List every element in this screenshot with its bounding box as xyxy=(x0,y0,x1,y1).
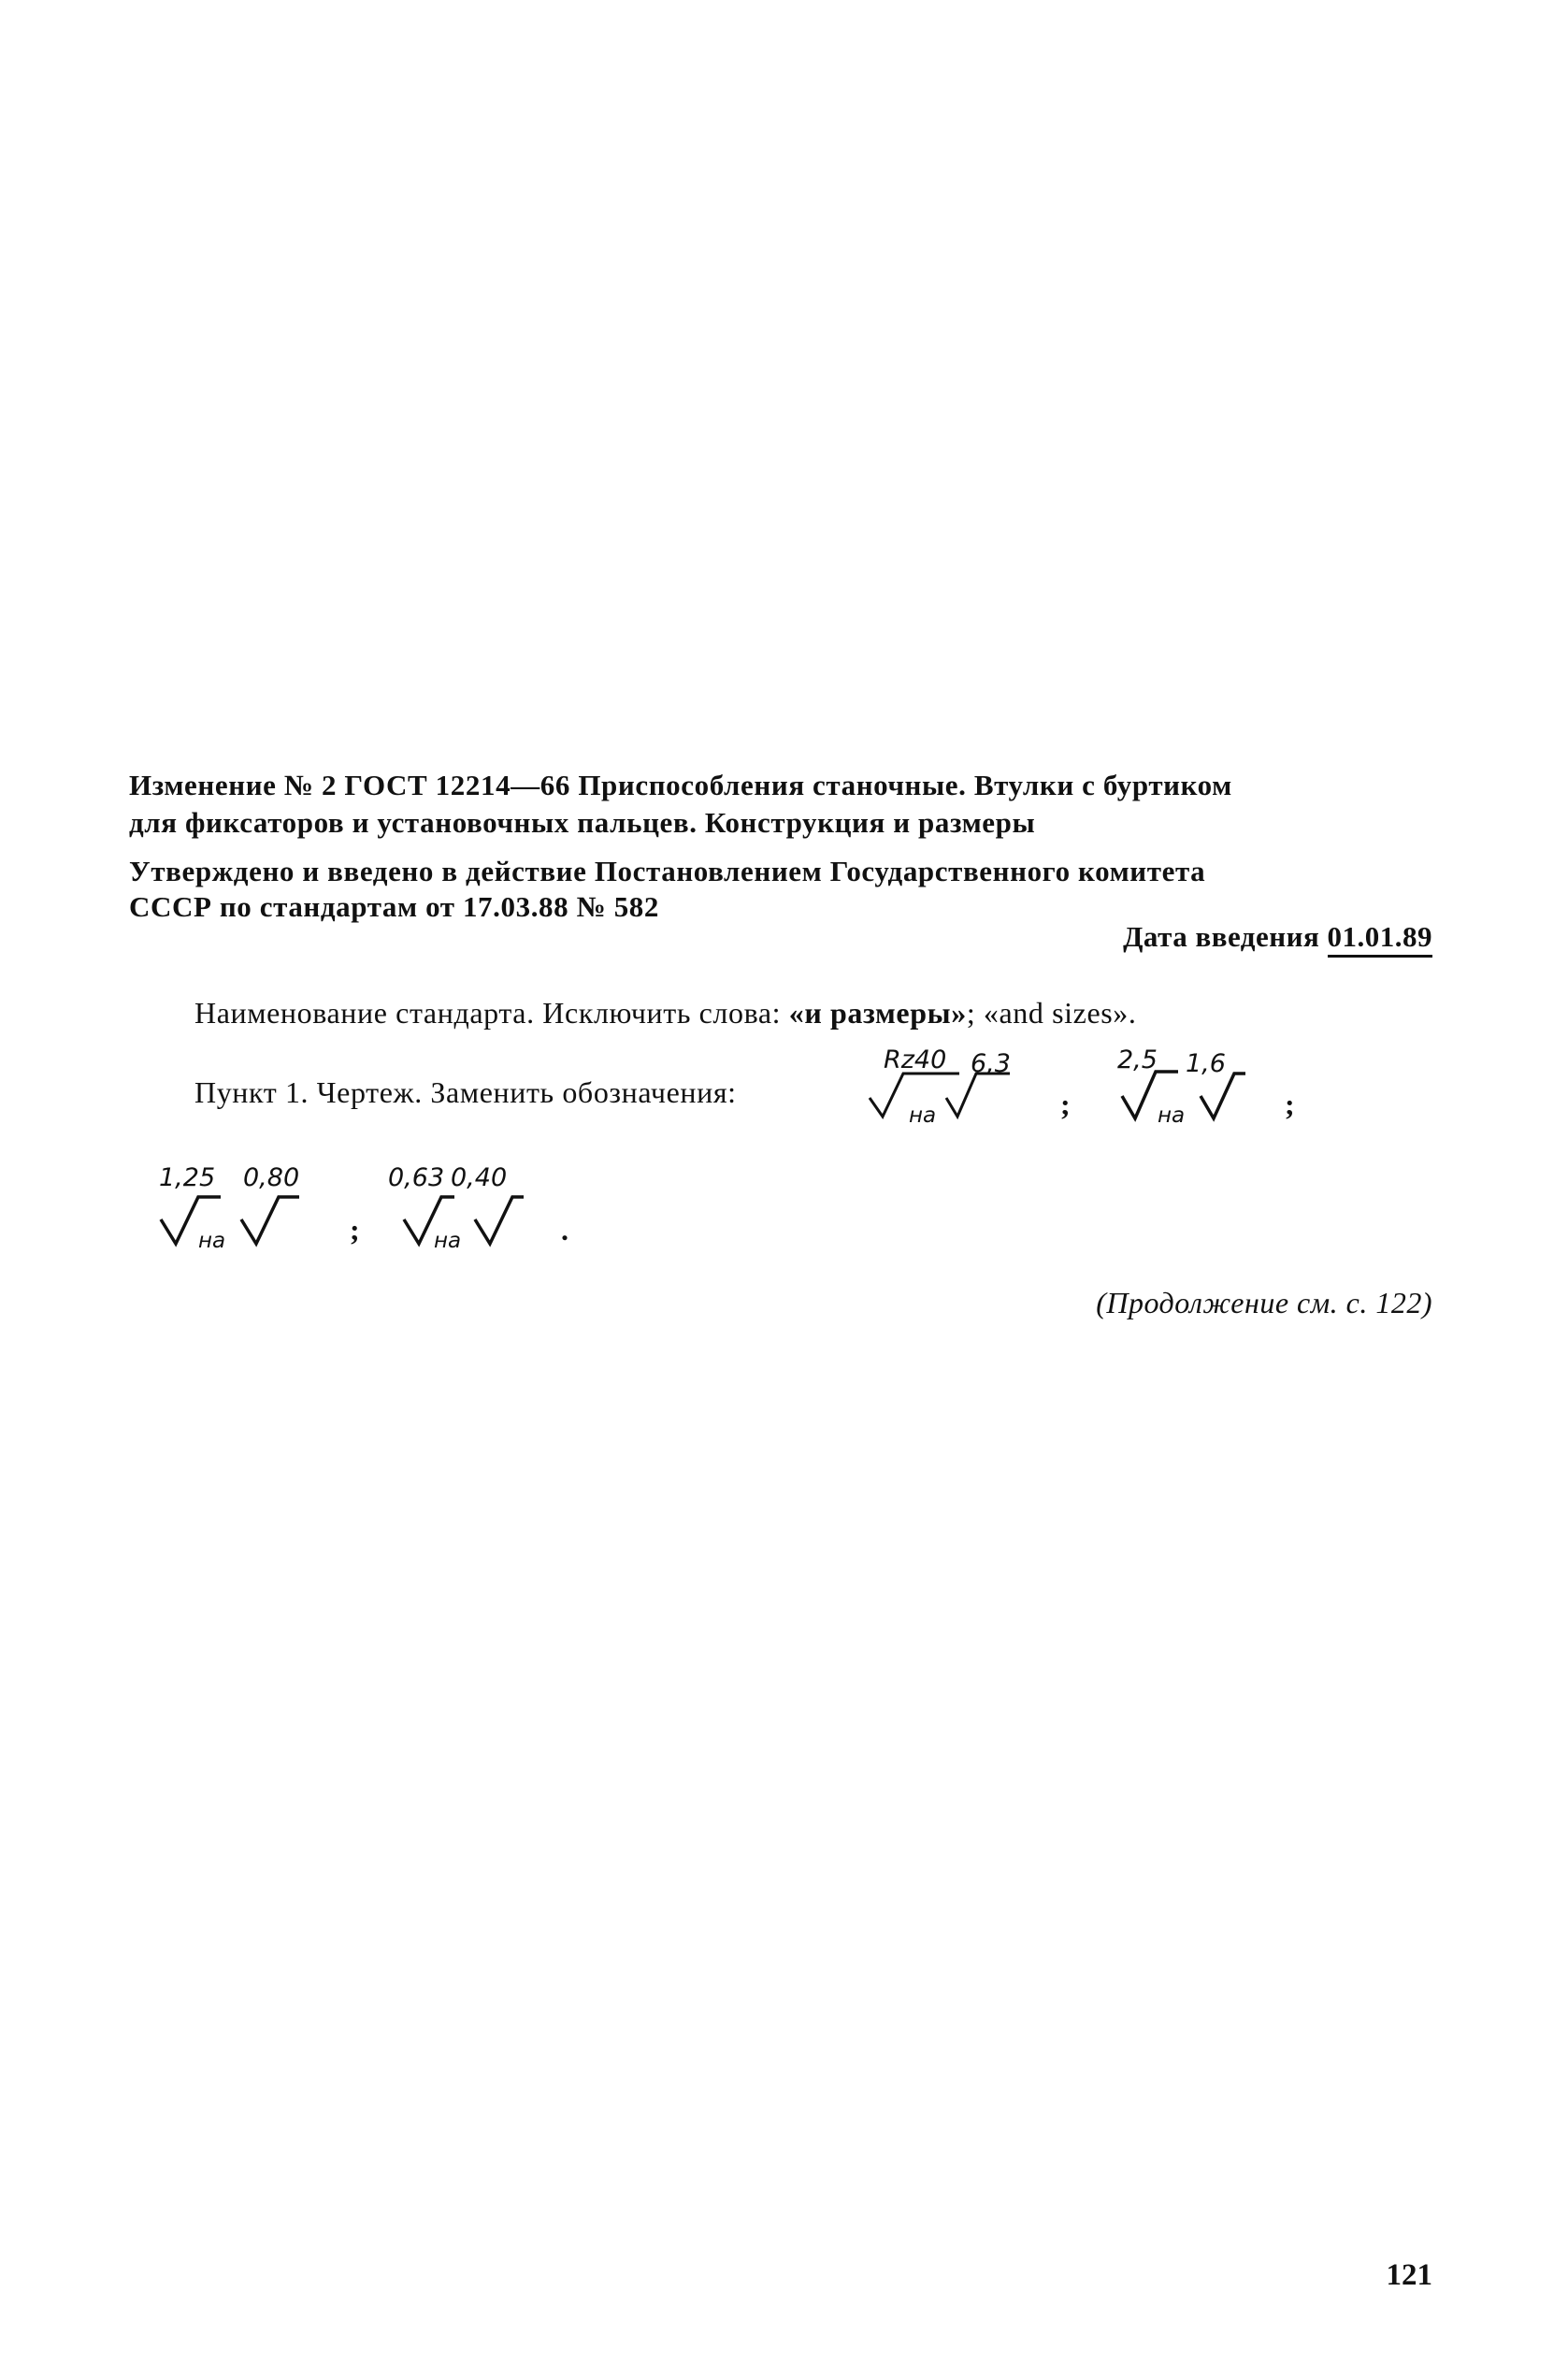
roughness-symbol-pair-3 xyxy=(159,1163,360,1253)
paragraph-item-1 xyxy=(194,1074,737,1111)
separator-semicolon: ; xyxy=(1060,1088,1071,1121)
roughness-symbol-pair-2 xyxy=(1117,1045,1295,1128)
roughness-check-mark-icon xyxy=(475,1197,524,1244)
roughness-symbol-2-left-label: 2,5 xyxy=(1117,1045,1158,1074)
paragraph-standard-name xyxy=(194,994,1137,1031)
paragraph-standard-name-suffix: ; «and sizes». xyxy=(966,996,1137,1030)
roughness-symbols-row-1 xyxy=(842,1040,1365,1133)
roughness-symbol-2-connector: на xyxy=(1158,1103,1186,1128)
roughness-check-mark-icon xyxy=(1201,1074,1245,1118)
paragraph-standard-name-prefix: Наименование стандарта. Исключить слова: xyxy=(194,996,789,1030)
roughness-symbol-3-right-label: 0,80 xyxy=(243,1163,300,1192)
roughness-symbol-pair-1 xyxy=(870,1045,1071,1128)
roughness-symbol-3-connector: на xyxy=(198,1229,226,1253)
roughness-check-mark-icon xyxy=(241,1197,299,1244)
roughness-symbol-1-connector: на xyxy=(909,1103,937,1128)
paragraph-standard-name-bold: «и размеры» xyxy=(788,996,967,1030)
roughness-symbol-4-connector: на xyxy=(434,1229,462,1253)
continuation-note: (Продолжение см. с. 122) xyxy=(1096,1286,1432,1319)
roughness-symbol-1-left-label: Rz40 xyxy=(884,1045,947,1074)
approval-line-2: СССР по стандартам от 17.03.88 № 582 xyxy=(129,890,659,923)
paragraph-item-1-text: Пункт 1. Чертеж. Заменить обозначения: xyxy=(194,1075,737,1109)
change-heading-line-1: Изменение № 2 ГОСТ 12214—66 Приспособления станочные. Втулки с буртиком xyxy=(129,769,1232,801)
separator-semicolon: ; xyxy=(350,1213,360,1247)
introduction-date-value: 01.01.89 xyxy=(1328,920,1433,958)
roughness-check-mark-icon xyxy=(946,1074,1010,1117)
separator-period: . xyxy=(561,1213,568,1247)
separator-semicolon: ; xyxy=(1285,1088,1295,1121)
roughness-symbol-4-right-label: 0,40 xyxy=(451,1163,508,1192)
introduction-date-label: Дата введения xyxy=(1123,920,1328,953)
change-heading-line-2: для фиксаторов и установочных пальцев. Конструкция и размеры xyxy=(129,806,1036,839)
approval-line-1: Утверждено и введено в действие Постановлением Государственного комитета xyxy=(129,855,1206,887)
roughness-symbol-pair-4 xyxy=(388,1163,568,1253)
roughness-symbols-row-2 xyxy=(150,1158,636,1261)
approval-statement xyxy=(129,854,1438,925)
roughness-symbol-1-right-label: 6,3 xyxy=(971,1049,1011,1078)
roughness-symbol-4-left-label: 0,63 xyxy=(388,1163,445,1192)
introduction-date xyxy=(1123,918,1432,956)
change-heading xyxy=(129,767,1438,842)
page-number: 121 xyxy=(1386,2258,1432,2292)
roughness-symbol-3-left-label: 1,25 xyxy=(159,1163,216,1192)
roughness-symbol-2-right-label: 1,6 xyxy=(1186,1049,1226,1078)
